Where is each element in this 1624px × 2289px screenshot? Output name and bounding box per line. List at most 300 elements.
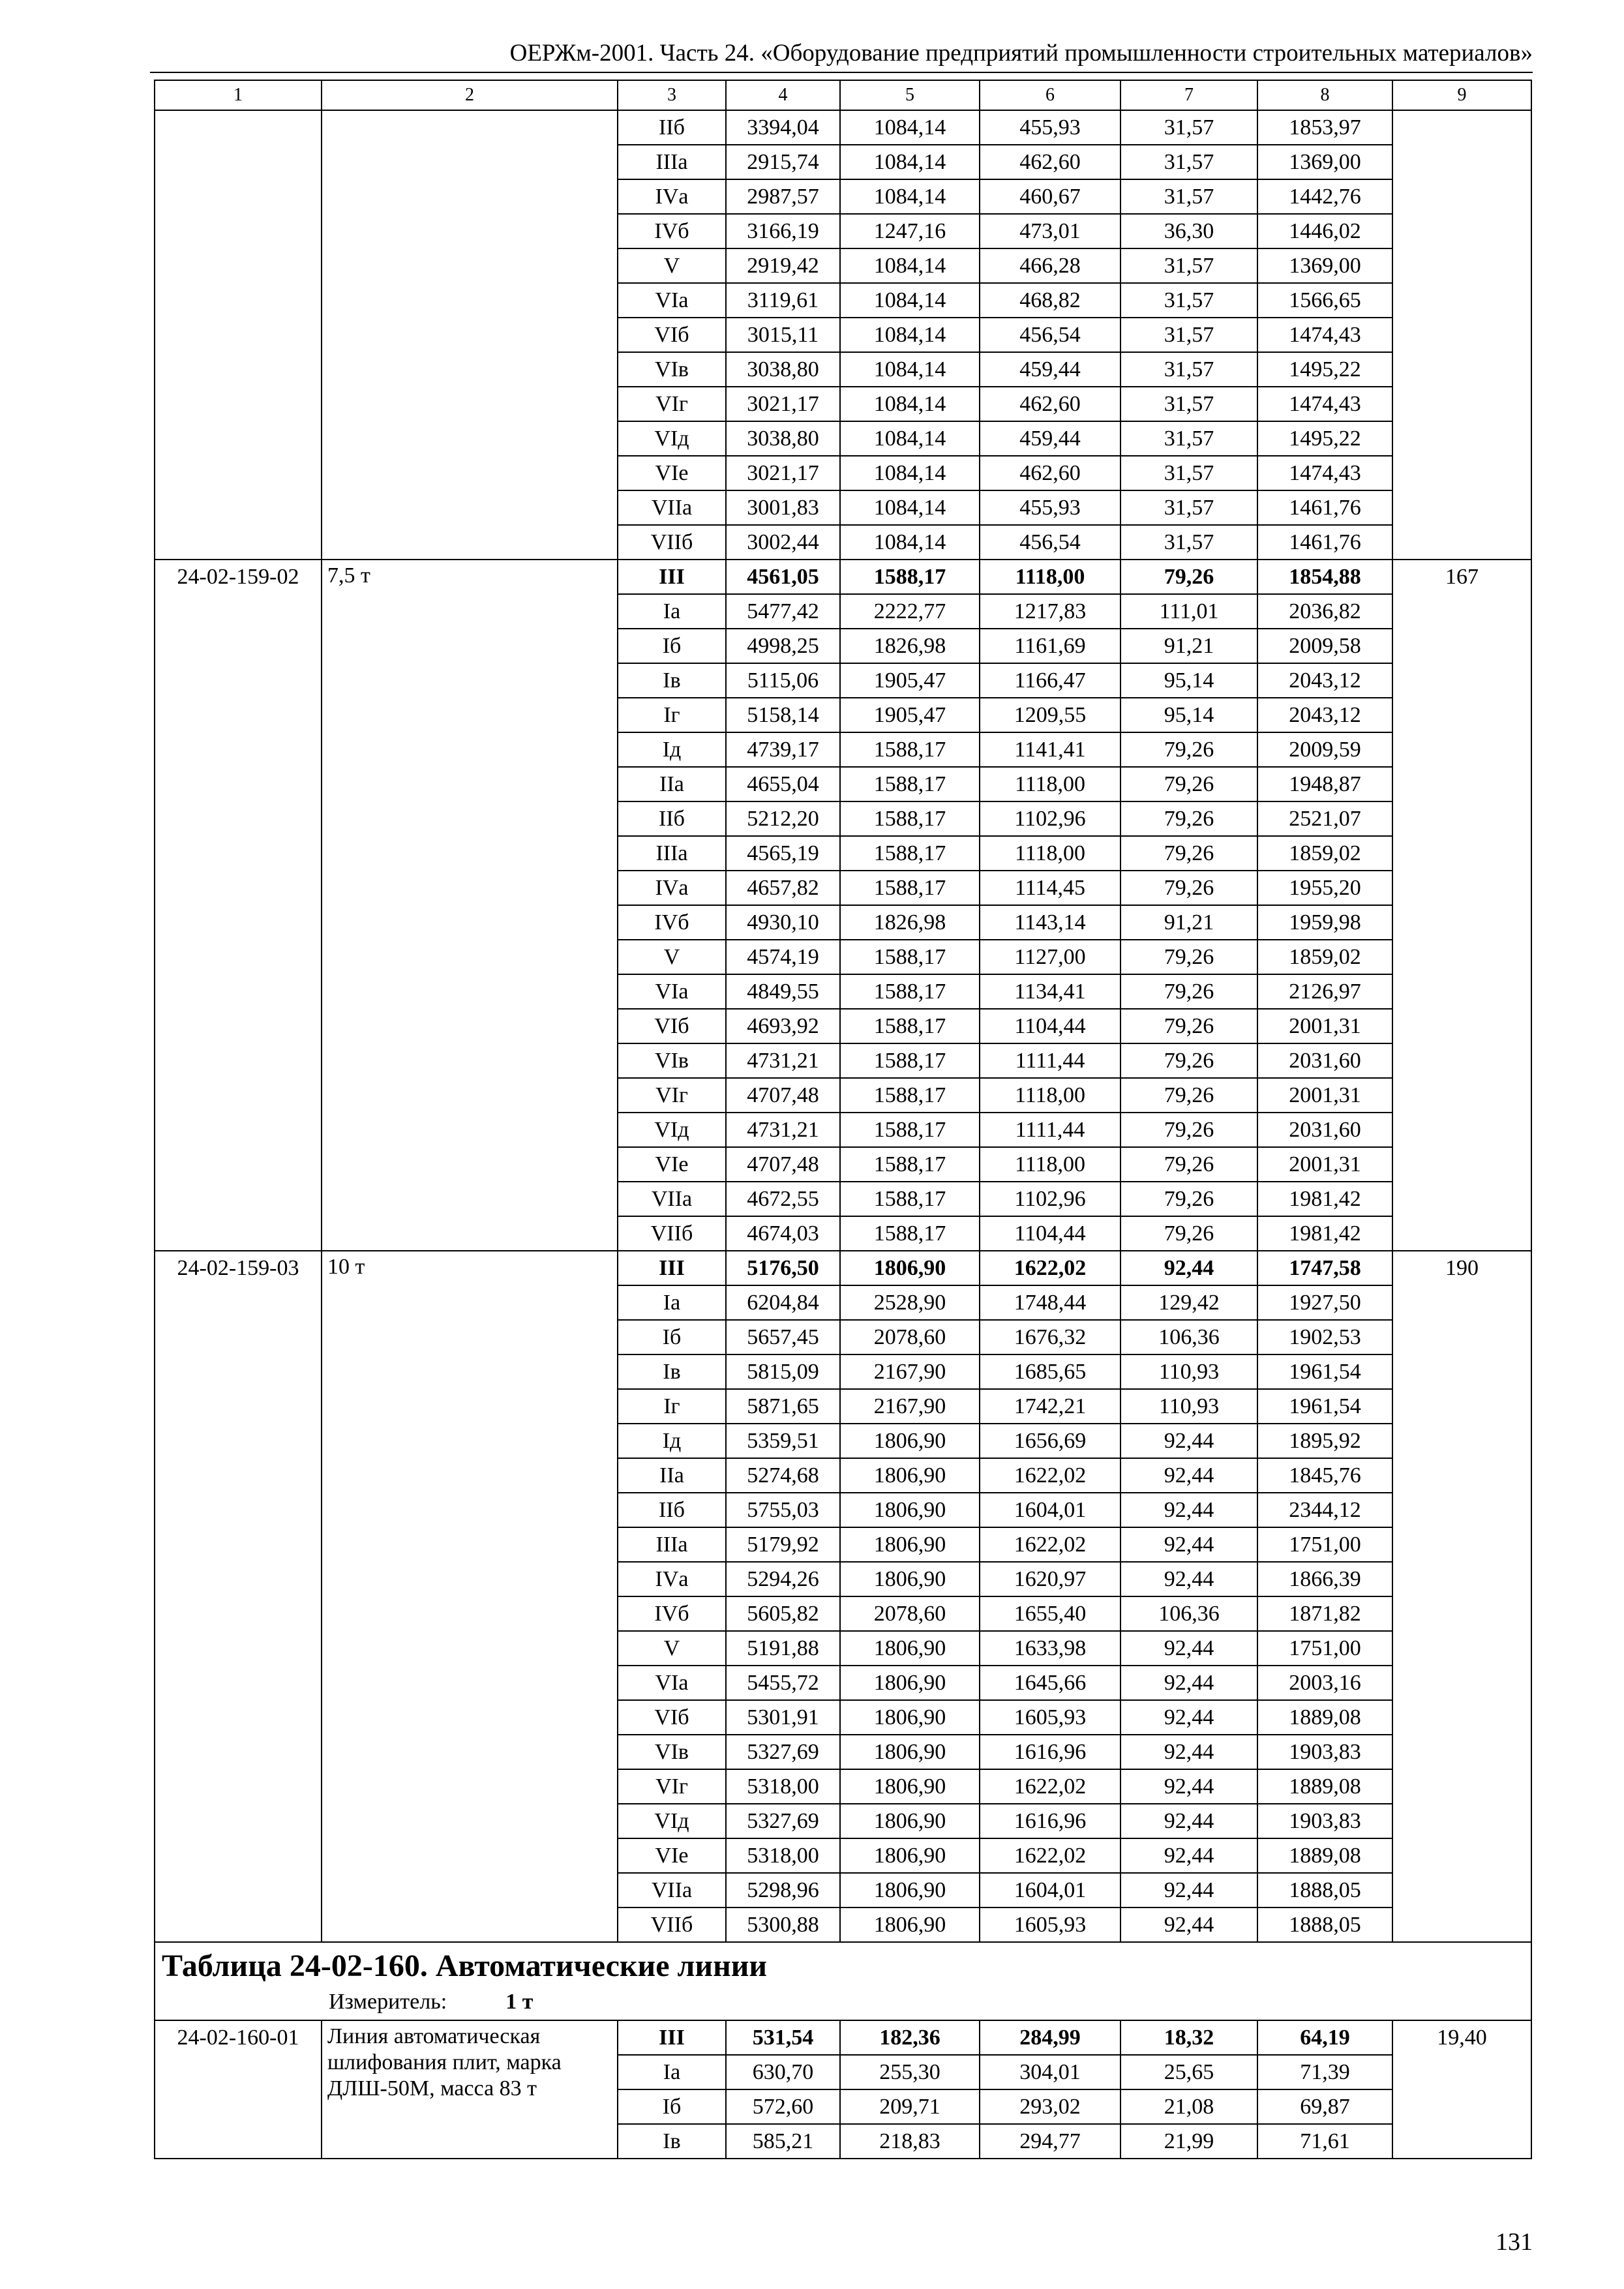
value-cell: 1588,17 [840, 974, 980, 1009]
value-cell: 2009,58 [1257, 629, 1392, 663]
zone-cell: VIIа [618, 1182, 726, 1216]
value-cell: 21,99 [1120, 2124, 1257, 2159]
value-cell: 1854,88 [1257, 560, 1392, 594]
zone-cell: VIа [618, 1666, 726, 1700]
value-cell: 3001,83 [726, 490, 840, 525]
value-cell: 1588,17 [840, 1147, 980, 1182]
zone-cell: VIIб [618, 1216, 726, 1251]
value-cell: 1161,69 [980, 629, 1120, 663]
zone-cell: IIа [618, 1458, 726, 1493]
value-cell: 1084,14 [840, 110, 980, 145]
value-cell: 1104,44 [980, 1009, 1120, 1043]
value-cell: 1588,17 [840, 1182, 980, 1216]
value-cell: 1446,02 [1257, 214, 1392, 248]
value-cell: 5318,00 [726, 1769, 840, 1804]
value-cell: 1655,40 [980, 1596, 1120, 1631]
zone-cell: VIIб [618, 1908, 726, 1942]
value-cell: 459,44 [980, 352, 1120, 387]
zone-cell: Iв [618, 663, 726, 698]
value-cell: 1806,90 [840, 1838, 980, 1873]
zone-cell: IIIа [618, 836, 726, 871]
value-cell: 1495,22 [1257, 352, 1392, 387]
value-cell: 4731,21 [726, 1043, 840, 1078]
zone-cell: IVб [618, 1596, 726, 1631]
zone-cell: VIд [618, 1113, 726, 1147]
value-cell: 4674,03 [726, 1216, 840, 1251]
value-cell: 459,44 [980, 421, 1120, 456]
value-cell: 71,61 [1257, 2124, 1392, 2159]
value-cell: 2167,90 [840, 1389, 980, 1424]
value-cell: 92,44 [1120, 1700, 1257, 1735]
value-cell: 1616,96 [980, 1804, 1120, 1838]
value-cell: 455,93 [980, 110, 1120, 145]
value-cell: 468,82 [980, 283, 1120, 318]
value-cell: 1620,97 [980, 1562, 1120, 1596]
column-number: 7 [1120, 80, 1257, 110]
table-row [155, 1251, 1531, 1285]
value-cell: 1247,16 [840, 214, 980, 248]
value-cell: 1084,14 [840, 318, 980, 352]
value-cell: 1104,44 [980, 1216, 1120, 1251]
value-cell: 2167,90 [840, 1354, 980, 1389]
zone-cell: VIб [618, 1700, 726, 1735]
value-cell: 1747,58 [1257, 1251, 1392, 1285]
value-cell: 79,26 [1120, 1147, 1257, 1182]
value-cell: 1084,14 [840, 456, 980, 490]
value-cell: 4998,25 [726, 629, 840, 663]
value-cell: 4739,17 [726, 732, 840, 767]
zone-cell: IVа [618, 1562, 726, 1596]
value-cell: 1588,17 [840, 1078, 980, 1113]
value-cell: 3394,04 [726, 110, 840, 145]
value-cell: 1955,20 [1257, 871, 1392, 905]
value-cell: 2009,59 [1257, 732, 1392, 767]
value-cell: 304,01 [980, 2055, 1120, 2089]
value-cell: 1888,05 [1257, 1908, 1392, 1942]
value-cell: 31,57 [1120, 352, 1257, 387]
zone-cell: VIе [618, 1838, 726, 1873]
value-cell: 92,44 [1120, 1251, 1257, 1285]
value-cell: 5327,69 [726, 1735, 840, 1769]
value-cell: 4565,19 [726, 836, 840, 871]
column-number-row [155, 80, 1531, 110]
value-cell: 4693,92 [726, 1009, 840, 1043]
zone-cell: VIг [618, 387, 726, 421]
zone-cell: III [618, 1251, 726, 1285]
value-cell: 1853,97 [1257, 110, 1392, 145]
value-cell: 5657,45 [726, 1320, 840, 1354]
zone-cell: VIа [618, 283, 726, 318]
zone-cell: VIIб [618, 525, 726, 560]
column-number: 8 [1257, 80, 1392, 110]
value-cell: 129,42 [1120, 1285, 1257, 1320]
value-cell: 1806,90 [840, 1458, 980, 1493]
value-cell: 95,14 [1120, 698, 1257, 732]
value-cell: 2078,60 [840, 1320, 980, 1354]
price-table [154, 80, 1532, 2159]
zone-cell: VIг [618, 1769, 726, 1804]
value-cell: 462,60 [980, 145, 1120, 179]
value-cell: 1209,55 [980, 698, 1120, 732]
value-cell: 1806,90 [840, 1562, 980, 1596]
value-cell: 1102,96 [980, 801, 1120, 836]
zone-cell: Iд [618, 732, 726, 767]
value-cell: 1143,14 [980, 905, 1120, 940]
value-cell: 630,70 [726, 2055, 840, 2089]
value-cell: 92,44 [1120, 1735, 1257, 1769]
value-cell: 3166,19 [726, 214, 840, 248]
value-cell: 1751,00 [1257, 1631, 1392, 1666]
value-cell: 1604,01 [980, 1873, 1120, 1908]
value-cell: 92,44 [1120, 1458, 1257, 1493]
value-cell: 1127,00 [980, 940, 1120, 974]
column-9-cell: 167 [1392, 560, 1531, 1251]
value-cell: 1961,54 [1257, 1354, 1392, 1389]
value-cell: 1622,02 [980, 1838, 1120, 1873]
value-cell: 5871,65 [726, 1389, 840, 1424]
value-cell: 92,44 [1120, 1493, 1257, 1527]
value-cell: 1948,87 [1257, 767, 1392, 801]
value-cell: 1645,66 [980, 1666, 1120, 1700]
unit-line [162, 1987, 1524, 2017]
value-cell: 5179,92 [726, 1527, 840, 1562]
value-cell: 1927,50 [1257, 1285, 1392, 1320]
value-cell: 69,87 [1257, 2089, 1392, 2124]
value-cell: 106,36 [1120, 1320, 1257, 1354]
value-cell: 1084,14 [840, 421, 980, 456]
zone-cell: IIб [618, 1493, 726, 1527]
value-cell: 1118,00 [980, 1147, 1120, 1182]
value-cell: 1748,44 [980, 1285, 1120, 1320]
value-cell: 5455,72 [726, 1666, 840, 1700]
value-cell: 1981,42 [1257, 1182, 1392, 1216]
column-9-cell: 19,40 [1392, 2020, 1531, 2159]
column-number: 9 [1392, 80, 1531, 110]
value-cell: 1588,17 [840, 767, 980, 801]
value-cell: 1118,00 [980, 560, 1120, 594]
value-cell: 466,28 [980, 248, 1120, 283]
value-cell: 1369,00 [1257, 248, 1392, 283]
table-title: Таблица 24-02-160. Автоматические линии [162, 1949, 768, 1983]
zone-cell: VIд [618, 421, 726, 456]
value-cell: 64,19 [1257, 2020, 1392, 2055]
rate-code-cell: 24-02-160-01 [155, 2020, 322, 2159]
zone-cell: IIб [618, 801, 726, 836]
value-cell: 1118,00 [980, 836, 1120, 871]
value-cell: 2521,07 [1257, 801, 1392, 836]
value-cell: 2003,16 [1257, 1666, 1392, 1700]
value-cell: 1118,00 [980, 767, 1120, 801]
value-cell: 21,08 [1120, 2089, 1257, 2124]
value-cell: 1826,98 [840, 905, 980, 940]
zone-cell: VIб [618, 318, 726, 352]
column-9-cell [1392, 110, 1531, 560]
value-cell: 1905,47 [840, 663, 980, 698]
value-cell: 1084,14 [840, 387, 980, 421]
value-cell: 456,54 [980, 525, 1120, 560]
value-cell: 5274,68 [726, 1458, 840, 1493]
value-cell: 5191,88 [726, 1631, 840, 1666]
value-cell: 1806,90 [840, 1527, 980, 1562]
value-cell: 1604,01 [980, 1493, 1120, 1527]
value-cell: 1889,08 [1257, 1769, 1392, 1804]
column-number: 1 [155, 80, 322, 110]
zone-cell: Iа [618, 594, 726, 629]
value-cell: 79,26 [1120, 940, 1257, 974]
value-cell: 5815,09 [726, 1354, 840, 1389]
value-cell: 294,77 [980, 2124, 1120, 2159]
value-cell: 2043,12 [1257, 663, 1392, 698]
value-cell: 1806,90 [840, 1493, 980, 1527]
zone-cell: Iб [618, 2089, 726, 2124]
column-number: 3 [618, 80, 726, 110]
value-cell: 1084,14 [840, 248, 980, 283]
section-caption [155, 1942, 1531, 2020]
value-cell: 5477,42 [726, 594, 840, 629]
value-cell: 31,57 [1120, 387, 1257, 421]
value-cell: 1474,43 [1257, 456, 1392, 490]
equipment-name-cell: 7,5 т [322, 560, 618, 1251]
value-cell: 1806,90 [840, 1424, 980, 1458]
table-row [155, 560, 1531, 594]
value-cell: 1134,41 [980, 974, 1120, 1009]
value-cell: 255,30 [840, 2055, 980, 2089]
value-cell: 3015,11 [726, 318, 840, 352]
value-cell: 1566,65 [1257, 283, 1392, 318]
zone-cell: VIIа [618, 490, 726, 525]
value-cell: 1114,45 [980, 871, 1120, 905]
zone-cell: VIг [618, 1078, 726, 1113]
value-cell: 79,26 [1120, 871, 1257, 905]
value-cell: 1859,02 [1257, 940, 1392, 974]
value-cell: 1806,90 [840, 1769, 980, 1804]
value-cell: 31,57 [1120, 248, 1257, 283]
equipment-name-cell: 10 т [322, 1251, 618, 1942]
value-cell: 1903,83 [1257, 1804, 1392, 1838]
value-cell: 1889,08 [1257, 1700, 1392, 1735]
zone-cell: IIIа [618, 1527, 726, 1562]
value-cell: 3021,17 [726, 456, 840, 490]
value-cell: 473,01 [980, 214, 1120, 248]
value-cell: 1616,96 [980, 1735, 1120, 1769]
zone-cell: IIб [618, 110, 726, 145]
zone-cell: V [618, 248, 726, 283]
value-cell: 2031,60 [1257, 1113, 1392, 1147]
value-cell: 2078,60 [840, 1596, 980, 1631]
value-cell: 79,26 [1120, 1113, 1257, 1147]
value-cell: 79,26 [1120, 1078, 1257, 1113]
value-cell: 4657,82 [726, 871, 840, 905]
value-cell: 31,57 [1120, 179, 1257, 214]
column-number: 2 [322, 80, 618, 110]
value-cell: 5300,88 [726, 1908, 840, 1942]
zone-cell: VIе [618, 456, 726, 490]
value-cell: 92,44 [1120, 1562, 1257, 1596]
value-cell: 3021,17 [726, 387, 840, 421]
value-cell: 1961,54 [1257, 1389, 1392, 1424]
value-cell: 5359,51 [726, 1424, 840, 1458]
zone-cell: VIд [618, 1804, 726, 1838]
header-rule [150, 72, 1533, 73]
value-cell: 1742,21 [980, 1389, 1120, 1424]
value-cell: 1605,93 [980, 1908, 1120, 1942]
value-cell: 531,54 [726, 2020, 840, 2055]
value-cell: 5298,96 [726, 1873, 840, 1908]
zone-cell: III [618, 2020, 726, 2055]
value-cell: 1685,65 [980, 1354, 1120, 1389]
value-cell: 284,99 [980, 2020, 1120, 2055]
value-cell: 4930,10 [726, 905, 840, 940]
value-cell: 1656,69 [980, 1424, 1120, 1458]
value-cell: 79,26 [1120, 767, 1257, 801]
value-cell: 18,32 [1120, 2020, 1257, 2055]
value-cell: 1102,96 [980, 1182, 1120, 1216]
value-cell: 1588,17 [840, 560, 980, 594]
value-cell: 1166,47 [980, 663, 1120, 698]
zone-cell: Iб [618, 629, 726, 663]
zone-cell: Iд [618, 1424, 726, 1458]
value-cell: 1588,17 [840, 1113, 980, 1147]
table-row [155, 2020, 1531, 2055]
value-cell: 209,71 [840, 2089, 980, 2124]
value-cell: 31,57 [1120, 456, 1257, 490]
value-cell: 1369,00 [1257, 145, 1392, 179]
value-cell: 1895,92 [1257, 1424, 1392, 1458]
value-cell: 92,44 [1120, 1873, 1257, 1908]
value-cell: 92,44 [1120, 1838, 1257, 1873]
table-row [155, 110, 1531, 145]
value-cell: 1826,98 [840, 629, 980, 663]
value-cell: 106,36 [1120, 1596, 1257, 1631]
value-cell: 31,57 [1120, 318, 1257, 352]
value-cell: 1845,76 [1257, 1458, 1392, 1493]
value-cell: 1859,02 [1257, 836, 1392, 871]
unit-label: Измеритель: [329, 1990, 447, 2014]
value-cell: 1676,32 [980, 1320, 1120, 1354]
value-cell: 79,26 [1120, 560, 1257, 594]
value-cell: 79,26 [1120, 974, 1257, 1009]
value-cell: 1622,02 [980, 1527, 1120, 1562]
value-cell: 79,26 [1120, 1009, 1257, 1043]
value-cell: 31,57 [1120, 525, 1257, 560]
value-cell: 2036,82 [1257, 594, 1392, 629]
value-cell: 92,44 [1120, 1631, 1257, 1666]
value-cell: 5294,26 [726, 1562, 840, 1596]
value-cell: 2987,57 [726, 179, 840, 214]
value-cell: 36,30 [1120, 214, 1257, 248]
value-cell: 2222,77 [840, 594, 980, 629]
rate-code-cell: 24-02-159-03 [155, 1251, 322, 1942]
zone-cell: VIв [618, 352, 726, 387]
value-cell: 1111,44 [980, 1043, 1120, 1078]
unit-value: 1 т [505, 1990, 534, 2014]
zone-cell: Iб [618, 1320, 726, 1354]
running-header: ОЕРЖм-2001. Часть 24. «Оборудование предприятий промышленности строительных материалов» [509, 40, 1533, 67]
value-cell: 2031,60 [1257, 1043, 1392, 1078]
value-cell: 4561,05 [726, 560, 840, 594]
zone-cell: Iг [618, 1389, 726, 1424]
value-cell: 1588,17 [840, 1216, 980, 1251]
value-cell: 1903,83 [1257, 1735, 1392, 1769]
zone-cell: IVб [618, 905, 726, 940]
value-cell: 2001,31 [1257, 1147, 1392, 1182]
value-cell: 1084,14 [840, 283, 980, 318]
zone-cell: Iв [618, 1354, 726, 1389]
value-cell: 1959,98 [1257, 905, 1392, 940]
value-cell: 1605,93 [980, 1700, 1120, 1735]
value-cell: 3119,61 [726, 283, 840, 318]
value-cell: 585,21 [726, 2124, 840, 2159]
value-cell: 2001,31 [1257, 1009, 1392, 1043]
value-cell: 2919,42 [726, 248, 840, 283]
value-cell: 5318,00 [726, 1838, 840, 1873]
value-cell: 4707,48 [726, 1078, 840, 1113]
value-cell: 5327,69 [726, 1804, 840, 1838]
value-cell: 1084,14 [840, 352, 980, 387]
value-cell: 92,44 [1120, 1769, 1257, 1804]
value-cell: 1806,90 [840, 1631, 980, 1666]
value-cell: 5176,50 [726, 1251, 840, 1285]
value-cell: 1118,00 [980, 1078, 1120, 1113]
value-cell: 111,01 [1120, 594, 1257, 629]
value-cell: 293,02 [980, 2089, 1120, 2124]
column-number: 4 [726, 80, 840, 110]
value-cell: 31,57 [1120, 283, 1257, 318]
value-cell: 1633,98 [980, 1631, 1120, 1666]
value-cell: 31,57 [1120, 110, 1257, 145]
value-cell: 79,26 [1120, 1182, 1257, 1216]
zone-cell: Iа [618, 2055, 726, 2089]
value-cell: 92,44 [1120, 1666, 1257, 1700]
value-cell: 3038,80 [726, 352, 840, 387]
value-cell: 1622,02 [980, 1251, 1120, 1285]
value-cell: 1806,90 [840, 1666, 980, 1700]
equipment-name-cell [322, 110, 618, 560]
zone-cell: VIв [618, 1735, 726, 1769]
zone-cell: Iг [618, 698, 726, 732]
value-cell: 110,93 [1120, 1354, 1257, 1389]
value-cell: 218,83 [840, 2124, 980, 2159]
value-cell: 462,60 [980, 456, 1120, 490]
value-cell: 1889,08 [1257, 1838, 1392, 1873]
value-cell: 110,93 [1120, 1389, 1257, 1424]
value-cell: 79,26 [1120, 801, 1257, 836]
value-cell: 1084,14 [840, 525, 980, 560]
value-cell: 2043,12 [1257, 698, 1392, 732]
value-cell: 79,26 [1120, 1216, 1257, 1251]
value-cell: 2915,74 [726, 145, 840, 179]
value-cell: 1442,76 [1257, 179, 1392, 214]
value-cell: 1905,47 [840, 698, 980, 732]
value-cell: 5212,20 [726, 801, 840, 836]
value-cell: 1217,83 [980, 594, 1120, 629]
zone-cell: IIа [618, 767, 726, 801]
value-cell: 1588,17 [840, 836, 980, 871]
zone-cell: VIб [618, 1009, 726, 1043]
value-cell: 1141,41 [980, 732, 1120, 767]
value-cell: 1871,82 [1257, 1596, 1392, 1631]
value-cell: 91,21 [1120, 629, 1257, 663]
value-cell: 1806,90 [840, 1735, 980, 1769]
value-cell: 79,26 [1120, 1043, 1257, 1078]
value-cell: 2344,12 [1257, 1493, 1392, 1527]
value-cell: 92,44 [1120, 1804, 1257, 1838]
value-cell: 182,36 [840, 2020, 980, 2055]
value-cell: 1751,00 [1257, 1527, 1392, 1562]
column-number: 6 [980, 80, 1120, 110]
value-cell: 91,21 [1120, 905, 1257, 940]
value-cell: 1622,02 [980, 1769, 1120, 1804]
